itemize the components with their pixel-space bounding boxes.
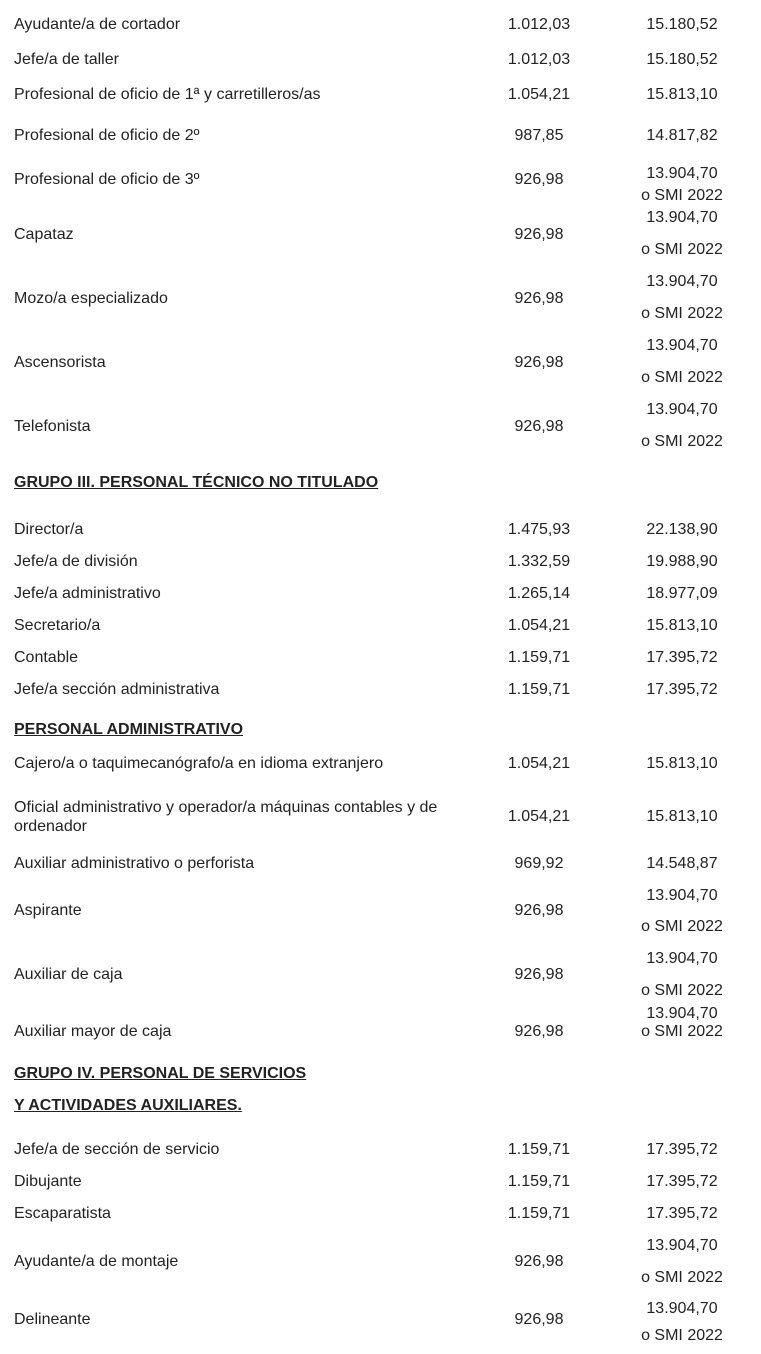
- category-name: Ascensorista: [14, 354, 106, 371]
- monthly-salary: 1.159,71: [507, 681, 571, 698]
- annual-salary: 13.904,70: [646, 1237, 718, 1254]
- annual-salary: 15.813,10: [646, 617, 718, 634]
- monthly-salary: 926,98: [514, 1311, 564, 1328]
- monthly-salary: 926,98: [514, 171, 564, 188]
- category-name: Jefe/a de taller: [14, 51, 119, 68]
- category-name: Aspirante: [14, 902, 82, 919]
- section-heading: Y ACTIVIDADES AUXILIARES.: [14, 1097, 242, 1114]
- category-name: Jefe/a de división: [14, 553, 138, 570]
- annual-salary: 14.548,87: [646, 855, 718, 872]
- annual-salary-note: o SMI 2022: [641, 187, 723, 204]
- monthly-salary: 926,98: [514, 226, 564, 243]
- annual-salary: 18.977,09: [646, 585, 718, 602]
- annual-salary: 22.138,90: [646, 521, 718, 538]
- annual-salary: 13.904,70: [646, 273, 718, 290]
- monthly-salary: 987,85: [514, 127, 564, 144]
- category-name: Auxiliar de caja: [14, 966, 123, 983]
- monthly-salary: 926,98: [514, 1023, 564, 1040]
- category-name: Profesional de oficio de 1ª y carretilleros/as: [14, 86, 321, 103]
- monthly-salary: 1.159,71: [507, 649, 571, 666]
- annual-salary: 13.904,70: [646, 950, 718, 967]
- category-name: Profesional de oficio de 2º: [14, 127, 200, 144]
- annual-salary: 13.904,70: [646, 1300, 718, 1317]
- annual-salary-note: o SMI 2022: [641, 433, 723, 450]
- monthly-salary: 1.332,59: [507, 553, 571, 570]
- annual-salary: 15.813,10: [646, 86, 718, 103]
- annual-salary-note: o SMI 2022: [641, 1023, 723, 1040]
- category-name: Jefe/a administrativo: [14, 585, 161, 602]
- monthly-salary: 926,98: [514, 354, 564, 371]
- annual-salary: 13.904,70: [646, 1005, 718, 1022]
- monthly-salary: 926,98: [514, 418, 564, 435]
- section-heading: GRUPO III. PERSONAL TÉCNICO NO TITULADO: [14, 474, 379, 491]
- annual-salary-note: o SMI 2022: [641, 1269, 723, 1286]
- monthly-salary: 1.012,03: [507, 16, 571, 33]
- annual-salary: 13.904,70: [646, 401, 718, 418]
- monthly-salary: 1.159,71: [507, 1141, 571, 1158]
- annual-salary: 13.904,70: [646, 165, 718, 182]
- annual-salary: 15.813,10: [646, 755, 718, 772]
- section-heading: GRUPO IV. PERSONAL DE SERVICIOS: [14, 1065, 307, 1082]
- category-name: Cajero/a o taquimecanógrafo/a en idioma extranjero: [14, 755, 384, 772]
- monthly-salary: 1.054,21: [507, 808, 571, 825]
- monthly-salary: 926,98: [514, 902, 564, 919]
- monthly-salary: 969,92: [514, 855, 564, 872]
- category-name: Auxiliar mayor de caja: [14, 1023, 172, 1040]
- annual-salary: 17.395,72: [646, 681, 718, 698]
- monthly-salary: 926,98: [514, 966, 564, 983]
- monthly-salary: 926,98: [514, 1253, 564, 1270]
- category-name: Ayudante/a de montaje: [14, 1253, 179, 1270]
- annual-salary-note: o SMI 2022: [641, 982, 723, 999]
- category-name: Ayudante/a de cortador: [14, 16, 181, 33]
- category-name: Escaparatista: [14, 1205, 111, 1222]
- category-name: Director/a: [14, 521, 84, 538]
- monthly-salary: 1.054,21: [507, 755, 571, 772]
- monthly-salary: 1.265,14: [507, 585, 571, 602]
- annual-salary-note: o SMI 2022: [641, 241, 723, 258]
- monthly-salary: 1.054,21: [507, 617, 571, 634]
- monthly-salary: 1.159,71: [507, 1205, 571, 1222]
- monthly-salary: 1.054,21: [507, 86, 571, 103]
- annual-salary-note: o SMI 2022: [641, 305, 723, 322]
- annual-salary: 17.395,72: [646, 649, 718, 666]
- category-name: Capataz: [14, 226, 74, 243]
- annual-salary: 15.180,52: [646, 16, 718, 33]
- category-name: Mozo/a especializado: [14, 290, 168, 307]
- category-name: Jefe/a sección administrativa: [14, 681, 220, 698]
- category-name: Contable: [14, 649, 79, 666]
- annual-salary-note: o SMI 2022: [641, 369, 723, 386]
- section-heading: PERSONAL ADMINISTRATIVO: [14, 721, 244, 738]
- annual-salary: 13.904,70: [646, 337, 718, 354]
- monthly-salary: 1.475,93: [507, 521, 571, 538]
- annual-salary: 15.180,52: [646, 51, 718, 68]
- category-name: Dibujante: [14, 1173, 82, 1190]
- monthly-salary: 1.159,71: [507, 1173, 571, 1190]
- annual-salary: 13.904,70: [646, 887, 718, 904]
- annual-salary-note: o SMI 2022: [641, 1327, 723, 1344]
- category-name: Delineante: [14, 1311, 91, 1328]
- category-name: Telefonista: [14, 418, 91, 435]
- annual-salary: 19.988,90: [646, 553, 718, 570]
- annual-salary: 14.817,82: [646, 127, 718, 144]
- category-name-continued: ordenador: [14, 818, 87, 835]
- category-name: Oficial administrativo y operador/a máquinas contables y de: [14, 799, 438, 816]
- annual-salary: 13.904,70: [646, 209, 718, 226]
- annual-salary: 15.813,10: [646, 808, 718, 825]
- monthly-salary: 926,98: [514, 290, 564, 307]
- annual-salary-note: o SMI 2022: [641, 918, 723, 935]
- annual-salary: 17.395,72: [646, 1205, 718, 1222]
- category-name: Profesional de oficio de 3º: [14, 171, 200, 188]
- category-name: Auxiliar administrativo o perforista: [14, 855, 255, 872]
- annual-salary: 17.395,72: [646, 1141, 718, 1158]
- category-name: Jefe/a de sección de servicio: [14, 1141, 220, 1158]
- annual-salary: 17.395,72: [646, 1173, 718, 1190]
- category-name: Secretario/a: [14, 617, 101, 634]
- monthly-salary: 1.012,03: [507, 51, 571, 68]
